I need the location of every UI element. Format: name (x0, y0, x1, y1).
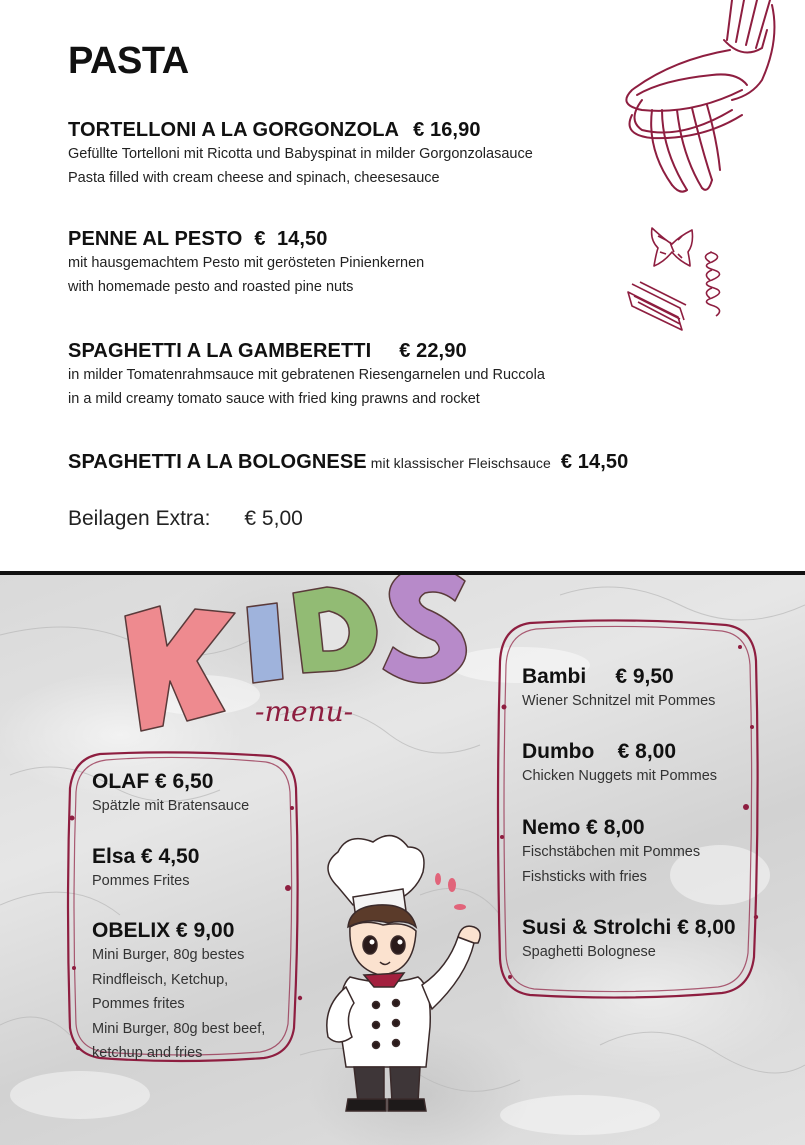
logo-sub: -menu- (255, 695, 354, 728)
kids-card-left (60, 748, 305, 1066)
pasta-shapes-illustration (620, 222, 730, 337)
dish-desc-de: in milder Tomatenrahmsauce mit gebratenen Riesengarnelen und Ruccola (68, 367, 545, 383)
dish-penne (68, 228, 424, 299)
logo-letter-k (125, 606, 235, 731)
kids-item-dumbo (522, 740, 717, 789)
dish-tortelloni (68, 119, 533, 190)
kids-logo (115, 575, 485, 741)
dish-desc-de: Gefüllte Tortelloni mit Ricotta und Babyspinat in milder Gorgonzolasauce (68, 146, 533, 162)
logo-letter-i (247, 603, 283, 683)
kids-item-title: Nemo € 8,00 (522, 816, 645, 839)
chef-illustration (298, 827, 498, 1117)
spaghetti-fork-illustration (612, 0, 787, 200)
extra-price: € 5,00 (244, 507, 303, 530)
kids-card-right (490, 617, 765, 1002)
dish-desc-en: Pasta filled with cream cheese and spinach, cheesesauce (68, 170, 440, 186)
dish-name: SPAGHETTI A LA BOLOGNESE (68, 451, 367, 473)
kids-item-title: OBELIX € 9,00 (92, 919, 235, 942)
extra-label: Beilagen Extra: (68, 507, 211, 530)
dish-gamberetti (68, 340, 545, 411)
kids-item-elsa (92, 845, 199, 894)
kids-item-nemo (522, 816, 700, 889)
dish-desc-en: in a mild creamy tomato sauce with fried king prawns and rocket (68, 391, 480, 407)
kids-item-desc: Spaghetti Bolognese (522, 944, 656, 960)
kids-item-desc: Pommes Frites (92, 873, 190, 889)
kids-item-title: Susi & Strolchi € 8,00 (522, 916, 736, 939)
kids-item-desc: Rindfleisch, Ketchup, (92, 971, 229, 988)
dish-price: € 14,50 (560, 451, 629, 473)
kids-item-desc: Wiener Schnitzel mit Pommes (522, 693, 716, 709)
logo-letter-s (383, 575, 466, 683)
kids-item-susi-strolchi (522, 916, 736, 965)
dish-desc-de: mit hausgemachtem Pesto mit gerösteten Pinienkernen (68, 255, 425, 271)
dish-price: € 22,90 (399, 340, 467, 362)
kids-item-title: Elsa € 4,50 (92, 845, 200, 868)
kids-item-desc: Mini Burger, 80g best beef, (92, 1020, 266, 1037)
kids-item-desc: Spätzle mit Bratensauce (92, 798, 250, 814)
dish-name: PENNE AL PESTO (68, 228, 243, 250)
kids-item-title: Dumbo € 8,00 (522, 740, 677, 763)
kids-item-olaf (92, 770, 249, 819)
kids-item-desc: Chicken Nuggets mit Pommes (522, 768, 718, 784)
dish-note: mit klassischer Fleischsauce (370, 455, 551, 471)
kids-item-desc: Fishsticks with fries (522, 868, 647, 885)
dish-name: SPAGHETTI A LA GAMBERETTI (68, 340, 372, 362)
kids-item-title: OLAF € 6,50 (92, 770, 214, 793)
dish-price: € 14,50 (254, 228, 328, 250)
dish-bolognese (68, 451, 628, 474)
dish-name: TORTELLONI A LA GORGONZOLA (68, 119, 400, 141)
kids-item-desc: ketchup and fries (92, 1045, 203, 1061)
pasta-title: PASTA (68, 40, 189, 82)
dish-price: € 16,90 (413, 119, 481, 141)
kids-item-desc: Mini Burger, 80g bestes (92, 947, 245, 963)
kids-item-obelix (92, 919, 265, 1066)
kids-item-bambi (522, 665, 715, 714)
side-dish-extra (68, 507, 303, 531)
dish-desc-en: with homemade pesto and roasted pine nuts (68, 279, 354, 295)
kids-menu-section (0, 575, 805, 1145)
kids-item-title: Bambi € 9,50 (522, 665, 674, 688)
kids-item-desc: Fischstäbchen mit Pommes (522, 844, 701, 860)
kids-item-desc: Pommes frites (92, 996, 185, 1012)
